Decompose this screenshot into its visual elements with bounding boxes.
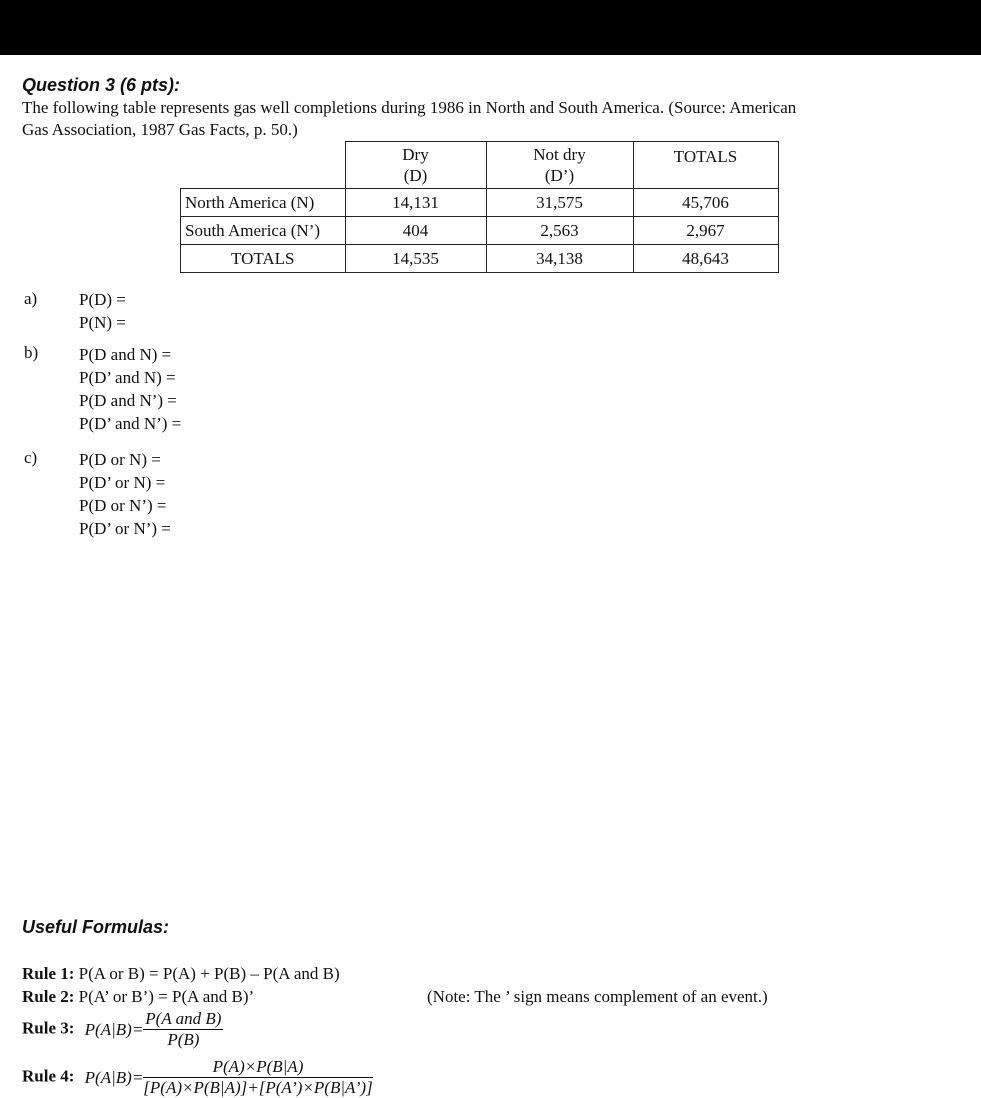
rule-4-numerator: P(A)×P(B|A) (212, 1057, 304, 1076)
rule-4 (22, 1057, 373, 1098)
question-item: P(D and N) = (79, 345, 172, 364)
question-item: P(D’ or N) = (79, 473, 166, 492)
top-black-bar (0, 0, 981, 55)
intro-line-1: The following table represents gas well completions during 1986 in North and South America. (Source: American (22, 98, 797, 117)
question-item: P(D’ and N’) = (79, 414, 182, 433)
rule-2-text: P(A’ or B’) = P(A and B)’ (78, 987, 255, 1006)
useful-formulas-heading: Useful Formulas: (22, 917, 170, 937)
part-b-items (79, 343, 181, 435)
rule-4-label: Rule 4: (22, 1066, 75, 1086)
gas-well-table (180, 141, 779, 273)
rule-1-text: P(A or B) = P(A) + P(B) – P(A and B) (78, 964, 340, 983)
part-a-items (79, 288, 126, 334)
rule-1-label: Rule 1: (22, 964, 75, 983)
row-label: North America (N) (181, 189, 346, 217)
rule-3-denominator: P(B) (167, 1030, 200, 1049)
cell-dry: 404 (345, 217, 486, 245)
rule-4-denominator: [P(A)×P(B|A)]+[P(A’)×P(B|A’)] (143, 1078, 373, 1097)
question-item: P(D and N’) = (79, 391, 177, 410)
rule-3-numerator: P(A and B) (145, 1009, 222, 1028)
rule-3 (22, 1009, 223, 1050)
part-a-label: a) (24, 289, 38, 308)
rule-2-label: Rule 2: (22, 987, 75, 1006)
question-intro (22, 97, 952, 141)
question-title: Question 3 (6 pts): (22, 75, 181, 95)
rule-4-fraction (143, 1057, 372, 1098)
rule-4-lhs: P(A|B)= (84, 1067, 144, 1087)
table-header-row (181, 142, 779, 189)
rule-3-lhs: P(A|B)= (84, 1019, 144, 1039)
cell-not-dry: 31,575 (486, 189, 633, 217)
part-c-label: c) (24, 448, 38, 467)
table-corner (181, 142, 346, 189)
question-item: P(D or N) = (79, 450, 161, 469)
cell-dry: 14,131 (345, 189, 486, 217)
question-item: P(N) = (79, 313, 126, 332)
cell-not-dry: 34,138 (486, 245, 633, 273)
row-label: TOTALS (181, 245, 346, 273)
cell-not-dry: 2,563 (486, 217, 633, 245)
table-row (181, 245, 779, 273)
part-c-items (79, 448, 171, 540)
row-label: South America (N’) (181, 217, 346, 245)
rule-3-fraction (143, 1009, 223, 1050)
question-item: P(D’ and N) = (79, 368, 176, 387)
part-b-label: b) (24, 343, 39, 362)
header-dry: Dry (D) (345, 142, 486, 189)
table-row (181, 189, 779, 217)
header-totals: TOTALS (633, 142, 778, 189)
rule-1 (22, 964, 340, 984)
intro-line-2: Gas Association, 1987 Gas Facts, p. 50.) (22, 120, 298, 139)
question-item: P(D) = (79, 290, 126, 309)
cell-total: 48,643 (633, 245, 778, 273)
cell-total: 45,706 (633, 189, 778, 217)
complement-note: (Note: The ’ sign means complement of an event.) (427, 987, 768, 1006)
question-item: P(D or N’) = (79, 496, 167, 515)
rule-2 (22, 987, 254, 1007)
cell-total: 2,967 (633, 217, 778, 245)
question-item: P(D’ or N’) = (79, 519, 171, 538)
header-not-dry: Not dry (D’) (486, 142, 633, 189)
rule-3-label: Rule 3: (22, 1018, 75, 1038)
cell-dry: 14,535 (345, 245, 486, 273)
table-row (181, 217, 779, 245)
